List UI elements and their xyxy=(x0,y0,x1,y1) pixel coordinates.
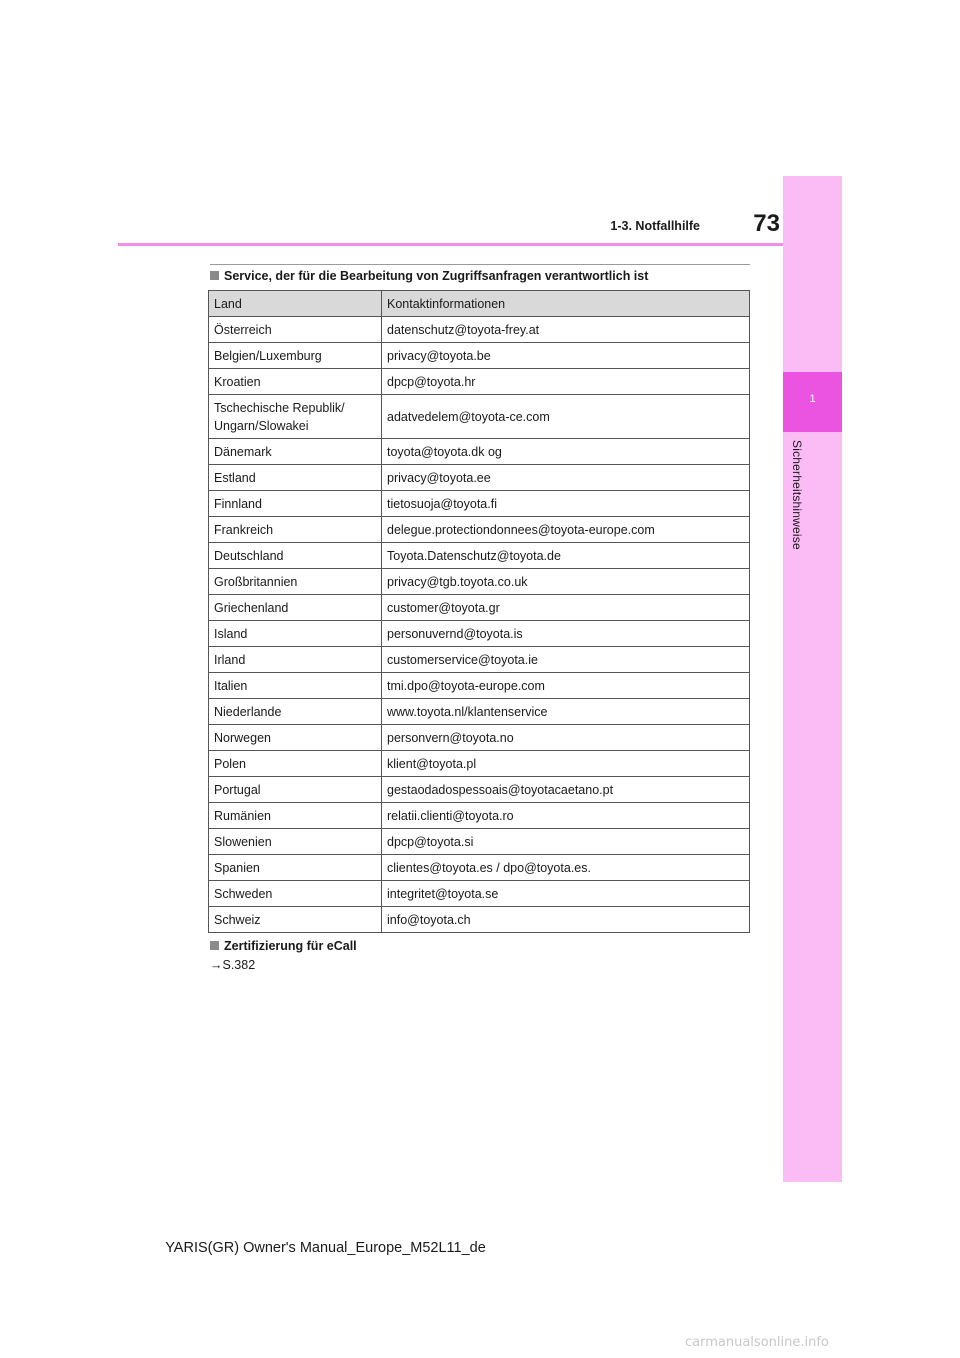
service-heading xyxy=(210,269,648,283)
contact-cell: datenschutz@toyota-frey.at xyxy=(382,317,750,343)
country-cell: Rumänien xyxy=(209,803,382,829)
chapter-side-tab xyxy=(783,176,842,1182)
content-divider xyxy=(210,264,750,265)
column-header-contact: Kontaktinformationen xyxy=(382,291,750,317)
table-row xyxy=(209,395,750,439)
contact-cell: tietosuoja@toyota.fi xyxy=(382,491,750,517)
country-cell: Belgien/Luxemburg xyxy=(209,343,382,369)
table-row xyxy=(209,343,750,369)
contact-cell: integritet@toyota.se xyxy=(382,881,750,907)
column-header-country: Land xyxy=(209,291,382,317)
table-header-row xyxy=(209,291,750,317)
page-number: 73 xyxy=(753,210,780,237)
table-row xyxy=(209,725,750,751)
table-row xyxy=(209,803,750,829)
country-cell: Spanien xyxy=(209,855,382,881)
contact-cell: customer@toyota.gr xyxy=(382,595,750,621)
country-cell: Italien xyxy=(209,673,382,699)
page-reference-link[interactable]: →S.382 xyxy=(210,958,256,972)
country-cell: Deutschland xyxy=(209,543,382,569)
contact-cell: privacy@tgb.toyota.co.uk xyxy=(382,569,750,595)
contact-cell: tmi.dpo@toyota-europe.com xyxy=(382,673,750,699)
contact-cell: personuvernd@toyota.is xyxy=(382,621,750,647)
table-row xyxy=(209,647,750,673)
country-cell: Portugal xyxy=(209,777,382,803)
country-cell: Polen xyxy=(209,751,382,777)
country-cell: Schweiz xyxy=(209,907,382,933)
contact-cell: adatvedelem@toyota-ce.com xyxy=(382,395,750,439)
table-row xyxy=(209,517,750,543)
country-cell: Österreich xyxy=(209,317,382,343)
contact-cell: info@toyota.ch xyxy=(382,907,750,933)
country-cell: Slowenien xyxy=(209,829,382,855)
country-cell: Island xyxy=(209,621,382,647)
table-row xyxy=(209,465,750,491)
country-cell xyxy=(209,395,382,439)
country-cell: Griechenland xyxy=(209,595,382,621)
contact-cell: dpcp@toyota.hr xyxy=(382,369,750,395)
section-heading: 1-3. Notfallhilfe xyxy=(610,219,700,233)
contact-cell: delegue.protectiondonnees@toyota-europe.com xyxy=(382,517,750,543)
contact-cell: privacy@toyota.ee xyxy=(382,465,750,491)
contact-cell: personvern@toyota.no xyxy=(382,725,750,751)
country-cell: Schweden xyxy=(209,881,382,907)
table-row xyxy=(209,369,750,395)
country-cell: Großbritannien xyxy=(209,569,382,595)
table-row xyxy=(209,439,750,465)
country-cell-line: Ungarn/Slowakei xyxy=(214,418,309,433)
contact-cell: toyota@toyota.dk og xyxy=(382,439,750,465)
table-row xyxy=(209,595,750,621)
table-row xyxy=(209,569,750,595)
header-divider xyxy=(118,243,783,246)
chapter-number: 1 xyxy=(809,393,816,405)
country-cell: Irland xyxy=(209,647,382,673)
table-row xyxy=(209,907,750,933)
contact-cell: www.toyota.nl/klantenservice xyxy=(382,699,750,725)
country-cell: Frankreich xyxy=(209,517,382,543)
chapter-title: Sicherheitshinweise xyxy=(790,440,804,550)
table-row xyxy=(209,543,750,569)
square-bullet-icon xyxy=(210,941,219,950)
contact-cell: privacy@toyota.be xyxy=(382,343,750,369)
ecall-heading xyxy=(210,939,357,953)
table-row xyxy=(209,699,750,725)
table-row xyxy=(209,777,750,803)
manual-footer: YARIS(GR) Owner's Manual_Europe_M52L11_de xyxy=(165,1240,486,1256)
table-row xyxy=(209,751,750,777)
square-bullet-icon xyxy=(210,271,219,280)
country-cell: Finnland xyxy=(209,491,382,517)
country-cell: Estland xyxy=(209,465,382,491)
service-heading-text: Service, der für die Bearbeitung von Zugriffsanfragen verantwortlich ist xyxy=(224,269,649,283)
country-cell: Norwegen xyxy=(209,725,382,751)
contact-cell: customerservice@toyota.ie xyxy=(382,647,750,673)
country-cell: Kroatien xyxy=(209,369,382,395)
table-row xyxy=(209,491,750,517)
country-cell-line: Tschechische Republik/ xyxy=(214,400,345,415)
watermark: carmanualsonline.info xyxy=(685,1335,829,1350)
table-row xyxy=(209,317,750,343)
contact-cell: Toyota.Datenschutz@toyota.de xyxy=(382,543,750,569)
table-row xyxy=(209,673,750,699)
country-cell: Niederlande xyxy=(209,699,382,725)
contact-cell: dpcp@toyota.si xyxy=(382,829,750,855)
table-row xyxy=(209,881,750,907)
contact-cell: gestaodadospessoais@toyotacaetano.pt xyxy=(382,777,750,803)
contact-cell: klient@toyota.pl xyxy=(382,751,750,777)
contact-table xyxy=(208,290,750,933)
ecall-heading-text: Zertifizierung für eCall xyxy=(224,939,357,953)
table-row xyxy=(209,829,750,855)
contact-cell: clientes@toyota.es / dpo@toyota.es. xyxy=(382,855,750,881)
country-cell: Dänemark xyxy=(209,439,382,465)
table-row xyxy=(209,855,750,881)
contact-cell: relatii.clienti@toyota.ro xyxy=(382,803,750,829)
table-row xyxy=(209,621,750,647)
